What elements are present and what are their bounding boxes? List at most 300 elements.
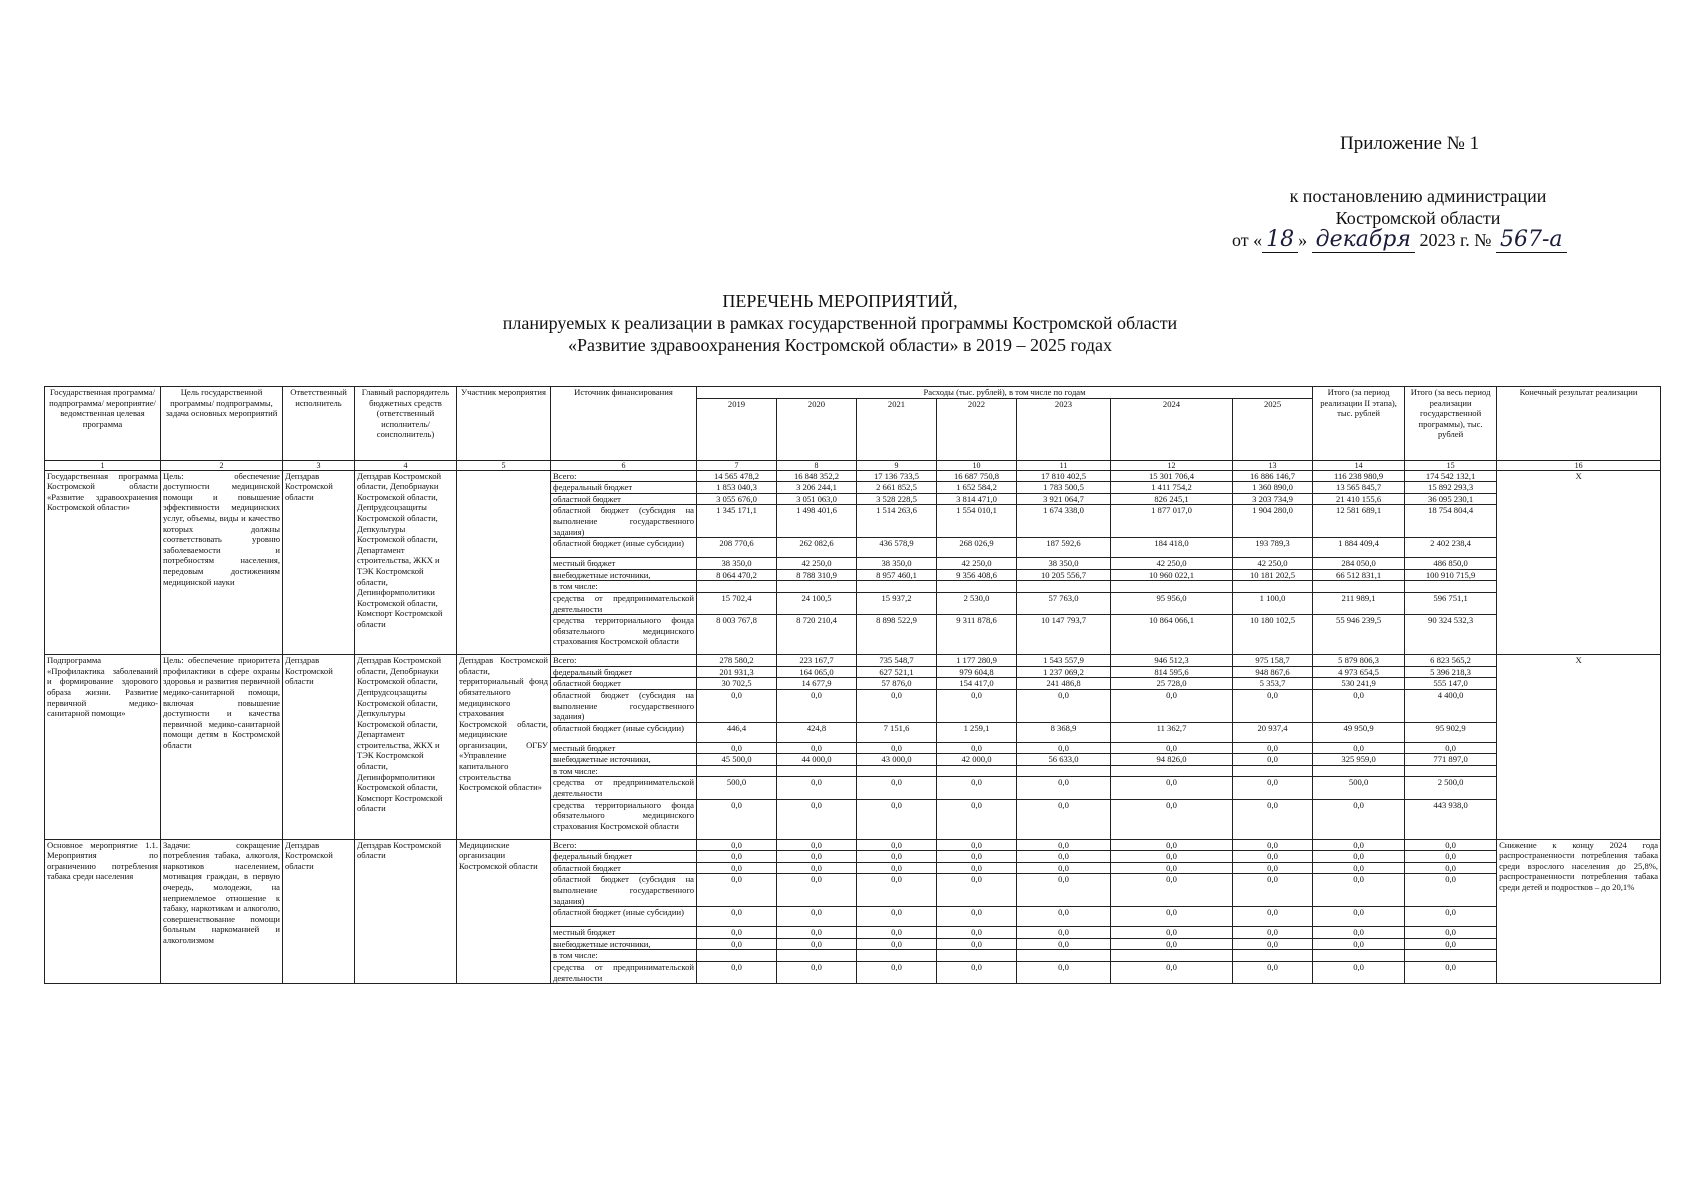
value-cell: 0,0 <box>1405 907 1497 927</box>
value-cell: 66 512 831,1 <box>1313 569 1405 581</box>
value-cell: 0,0 <box>857 962 937 984</box>
value-cell: 0,0 <box>777 927 857 939</box>
funding-source-cell: областной бюджет (субсидия на выполнение государственного задания) <box>551 874 697 907</box>
value-cell: 0,0 <box>777 777 857 799</box>
header-expenses: Расходы (тыс. рублей), в том числе по годам <box>697 387 1313 399</box>
value-cell: 0,0 <box>1405 851 1497 863</box>
handwritten-number: 567-а <box>1496 227 1567 253</box>
value-cell: 10 147 793,7 <box>1017 615 1111 655</box>
value-cell: 42 250,0 <box>1233 558 1313 570</box>
value-cell: 2 500,0 <box>1405 777 1497 799</box>
value-cell <box>857 581 937 593</box>
funding-source-cell: местный бюджет <box>551 742 697 754</box>
value-cell: 0,0 <box>857 799 937 839</box>
funding-source-cell: в том числе: <box>551 765 697 777</box>
program-name-cell: Государственная программа Костромской области «Развитие здравоохранения Костромской области» <box>45 470 161 655</box>
value-cell: 0,0 <box>1017 689 1111 722</box>
value-cell <box>777 581 857 593</box>
value-cell: 0,0 <box>777 962 857 984</box>
value-cell: 596 751,1 <box>1405 592 1497 614</box>
value-cell: 0,0 <box>1233 907 1313 927</box>
decree-line-2: Костромской области <box>1335 208 1501 228</box>
value-cell: 95 902,9 <box>1405 722 1497 742</box>
value-cell: 17 136 733,5 <box>857 470 937 482</box>
value-cell: 0,0 <box>1111 799 1233 839</box>
value-cell: 10 180 102,5 <box>1233 615 1313 655</box>
value-cell: 14 677,9 <box>777 678 857 690</box>
title-line-1: ПЕРЕЧЕНЬ МЕРОПРИЯТИЙ, <box>722 291 958 311</box>
value-cell: 0,0 <box>857 851 937 863</box>
value-cell: 0,0 <box>857 839 937 851</box>
participant-cell: Депздрав Костромской области, территориальный фонд обязательного медицинского страхования Костромской области, медицинские организации, ОГБУ «Управление капитального строительства Костромской области» <box>457 655 551 840</box>
main-manager-cell: Депздрав Костромской области, Депобрнауки Костромской области, Депtрудсоцзащиты Костромской области, Депкультуры Костромской области, Департамент строительства, ЖКХ и ТЭК Костромской области, Депинформполитики Костромской области, Комспорт Костромской области <box>355 655 457 840</box>
value-cell: 90 324 532,3 <box>1405 615 1497 655</box>
value-cell: 11 362,7 <box>1111 722 1233 742</box>
title-line-3: «Развитие здравоохранения Костромской области» в 2019 – 2025 годах <box>567 335 1113 355</box>
program-name-cell: Основное мероприятие 1.1. Мероприятия по ограничению потребления табака среди населения <box>45 839 161 984</box>
value-cell: 0,0 <box>857 777 937 799</box>
value-cell: 8 788 310,9 <box>777 569 857 581</box>
value-cell <box>697 950 777 962</box>
funding-source-cell: Всего: <box>551 470 697 482</box>
value-cell <box>1233 581 1313 593</box>
funding-source-cell: средства от предпринимательской деятельности <box>551 592 697 614</box>
value-cell: 208 770,6 <box>697 538 777 558</box>
value-cell: 1 783 500,5 <box>1017 482 1111 494</box>
column-number: 5 <box>457 460 551 470</box>
funding-source-cell: федеральный бюджет <box>551 851 697 863</box>
column-number: 14 <box>1313 460 1405 470</box>
value-cell: 436 578,9 <box>857 538 937 558</box>
value-cell: 8 064 470,2 <box>697 569 777 581</box>
participant-cell: Медицинские организации Костромской области <box>457 839 551 984</box>
value-cell: 20 937,4 <box>1233 722 1313 742</box>
value-cell: 0,0 <box>1017 907 1111 927</box>
decree-date-line <box>1232 229 1588 251</box>
value-cell: 0,0 <box>1405 938 1497 950</box>
value-cell: 184 418,0 <box>1111 538 1233 558</box>
funding-source-cell: областной бюджет (субсидия на выполнение государственного задания) <box>551 505 697 538</box>
table-body <box>45 387 1661 984</box>
value-cell: 0,0 <box>697 874 777 907</box>
value-cell: 0,0 <box>857 874 937 907</box>
value-cell: 9 356 408,6 <box>937 569 1017 581</box>
value-cell: 0,0 <box>1111 874 1233 907</box>
result-cell: Снижение к концу 2024 года распространенности потребления табака среди взрослого населения до 25,8%, распространенности потребления табака среди детей и подростков – до 20,1% <box>1497 839 1661 984</box>
value-cell <box>1017 765 1111 777</box>
funding-source-cell: внебюджетные источники, <box>551 938 697 950</box>
value-cell: 0,0 <box>1233 938 1313 950</box>
value-cell: 193 789,3 <box>1233 538 1313 558</box>
value-cell: 0,0 <box>1313 799 1405 839</box>
value-cell: 8 003 767,8 <box>697 615 777 655</box>
value-cell: 814 595,6 <box>1111 666 1233 678</box>
value-cell: 500,0 <box>697 777 777 799</box>
value-cell <box>1405 581 1497 593</box>
value-cell: 42 250,0 <box>777 558 857 570</box>
value-cell: 0,0 <box>697 839 777 851</box>
value-cell: 0,0 <box>937 862 1017 874</box>
value-cell <box>1405 765 1497 777</box>
value-cell: 268 026,9 <box>937 538 1017 558</box>
value-cell: 0,0 <box>697 962 777 984</box>
value-cell: 0,0 <box>777 689 857 722</box>
value-cell: 42 250,0 <box>1111 558 1233 570</box>
value-cell: 1 498 401,6 <box>777 505 857 538</box>
value-cell: 8 368,9 <box>1017 722 1111 742</box>
value-cell <box>1017 950 1111 962</box>
value-cell: 446,4 <box>697 722 777 742</box>
column-number: 7 <box>697 460 777 470</box>
value-cell: 0,0 <box>1111 777 1233 799</box>
value-cell: 1 259,1 <box>937 722 1017 742</box>
value-cell: 15 892 293,3 <box>1405 482 1497 494</box>
value-cell: 1 674 338,0 <box>1017 505 1111 538</box>
value-cell: 0,0 <box>1233 851 1313 863</box>
funding-source-cell: областной бюджет (иные субсидии) <box>551 907 697 927</box>
value-cell: 1 177 280,9 <box>937 655 1017 667</box>
column-number: 16 <box>1497 460 1661 470</box>
value-cell: 0,0 <box>937 874 1017 907</box>
value-cell: 1 360 890,0 <box>1233 482 1313 494</box>
column-number: 4 <box>355 460 457 470</box>
value-cell: 56 633,0 <box>1017 754 1111 766</box>
value-cell: 0,0 <box>1313 874 1405 907</box>
funding-source-cell: в том числе: <box>551 581 697 593</box>
value-cell: 0,0 <box>697 907 777 927</box>
value-cell: 0,0 <box>1233 839 1313 851</box>
value-cell: 0,0 <box>1111 689 1233 722</box>
value-cell <box>937 765 1017 777</box>
value-cell: 975 158,7 <box>1233 655 1313 667</box>
value-cell <box>1233 765 1313 777</box>
value-cell: 1 411 754,2 <box>1111 482 1233 494</box>
value-cell: 3 051 063,0 <box>777 493 857 505</box>
header-year: 2020 <box>777 398 857 460</box>
value-cell <box>697 765 777 777</box>
funding-source-cell: областной бюджет <box>551 678 697 690</box>
goal-cell: Цель: обеспечение приоритета профилактики в сфере охраны здоровья и развития первичной медико-санитарной помощи, включая повышение доступности и качества первичной медико-санитарной помощи детям в Костромской области <box>161 655 283 840</box>
funding-source-cell: областной бюджет <box>551 493 697 505</box>
value-cell <box>1111 581 1233 593</box>
value-cell: 424,8 <box>777 722 857 742</box>
value-cell: 0,0 <box>1313 851 1405 863</box>
value-cell: 0,0 <box>1313 862 1405 874</box>
value-cell: 12 581 689,1 <box>1313 505 1405 538</box>
handwritten-day: 18 <box>1262 227 1298 253</box>
value-cell: 0,0 <box>1233 862 1313 874</box>
value-cell: 0,0 <box>697 799 777 839</box>
value-cell: 10 960 022,1 <box>1111 569 1233 581</box>
value-cell: 15 937,2 <box>857 592 937 614</box>
header-year: 2021 <box>857 398 937 460</box>
funding-source-cell: федеральный бюджет <box>551 666 697 678</box>
value-cell: 17 810 402,5 <box>1017 470 1111 482</box>
value-cell <box>1111 950 1233 962</box>
value-cell: 0,0 <box>1111 851 1233 863</box>
funding-source-cell: областной бюджет (субсидия на выполнение государственного задания) <box>551 689 697 722</box>
value-cell: 0,0 <box>777 839 857 851</box>
value-cell: 49 950,9 <box>1313 722 1405 742</box>
value-cell: 25 728,0 <box>1111 678 1233 690</box>
value-cell: 3 206 244,1 <box>777 482 857 494</box>
table-row <box>45 839 1661 851</box>
value-cell: 15 301 706,4 <box>1111 470 1233 482</box>
value-cell <box>937 581 1017 593</box>
funding-source-cell: средства от предпринимательской деятельности <box>551 962 697 984</box>
header-participant: Участник мероприятия <box>457 387 551 461</box>
value-cell: 0,0 <box>1313 927 1405 939</box>
value-cell: 0,0 <box>1017 862 1111 874</box>
header-goal: Цель государственной программы/ подпрограммы, задача основных мероприятий <box>161 387 283 461</box>
value-cell: 0,0 <box>1017 742 1111 754</box>
responsible-cell: Депздрав Костромской области <box>283 655 355 840</box>
program-name-cell: Подпрограмма «Профилактика заболеваний и формирование здорового образа жизни. Развитие первичной медико-санитарной помощи» <box>45 655 161 840</box>
value-cell: 735 548,7 <box>857 655 937 667</box>
value-cell: 55 946 239,5 <box>1313 615 1405 655</box>
value-cell: 0,0 <box>1233 754 1313 766</box>
value-cell: 14 565 478,2 <box>697 470 777 482</box>
value-cell: 0,0 <box>1017 777 1111 799</box>
column-number: 11 <box>1017 460 1111 470</box>
header-source: Источник финансирования <box>551 387 697 461</box>
funding-source-cell: местный бюджет <box>551 558 697 570</box>
value-cell: 0,0 <box>697 862 777 874</box>
title-line-2: планируемых к реализации в рамках государственной программы Костромской области <box>502 313 1178 333</box>
value-cell: 223 167,7 <box>777 655 857 667</box>
value-cell <box>697 581 777 593</box>
value-cell: 0,0 <box>857 938 937 950</box>
value-cell: 0,0 <box>1405 839 1497 851</box>
value-cell: 1 514 263,6 <box>857 505 937 538</box>
value-cell: 0,0 <box>1017 938 1111 950</box>
value-cell: 0,0 <box>697 742 777 754</box>
value-cell: 0,0 <box>937 907 1017 927</box>
value-cell: 187 592,6 <box>1017 538 1111 558</box>
value-cell: 0,0 <box>857 927 937 939</box>
header-responsible: Ответственный исполнитель <box>283 387 355 461</box>
value-cell: 5 879 806,3 <box>1313 655 1405 667</box>
value-cell: 2 530,0 <box>937 592 1017 614</box>
main-manager-cell: Депздрав Костромской области <box>355 839 457 984</box>
value-cell <box>1313 950 1405 962</box>
column-number: 6 <box>551 460 697 470</box>
value-cell: 0,0 <box>937 938 1017 950</box>
decree-block <box>1232 185 1588 252</box>
value-cell <box>1313 765 1405 777</box>
value-cell: 0,0 <box>1111 927 1233 939</box>
value-cell: 116 238 980,9 <box>1313 470 1405 482</box>
funding-source-cell: средства от предпринимательской деятельности <box>551 777 697 799</box>
value-cell: 1 100,0 <box>1233 592 1313 614</box>
date-prefix: от « <box>1232 230 1263 250</box>
value-cell <box>1313 581 1405 593</box>
value-cell: 0,0 <box>857 862 937 874</box>
value-cell: 38 350,0 <box>697 558 777 570</box>
value-cell: 3 055 676,0 <box>697 493 777 505</box>
value-cell <box>1233 950 1313 962</box>
value-cell: 1 904 280,0 <box>1233 505 1313 538</box>
value-cell: 3 203 734,9 <box>1233 493 1313 505</box>
value-cell: 826 245,1 <box>1111 493 1233 505</box>
value-cell <box>1017 581 1111 593</box>
value-cell: 21 410 155,6 <box>1313 493 1405 505</box>
value-cell: 0,0 <box>1111 962 1233 984</box>
value-cell: 0,0 <box>1233 962 1313 984</box>
value-cell: 0,0 <box>1111 907 1233 927</box>
date-mid: » <box>1298 230 1308 250</box>
value-cell: 627 521,1 <box>857 666 937 678</box>
value-cell: 0,0 <box>1233 742 1313 754</box>
funding-source-cell: местный бюджет <box>551 927 697 939</box>
value-cell: 0,0 <box>777 851 857 863</box>
value-cell: 30 702,5 <box>697 678 777 690</box>
value-cell: 10 864 066,1 <box>1111 615 1233 655</box>
value-cell: 486 850,0 <box>1405 558 1497 570</box>
value-cell: 15 702,4 <box>697 592 777 614</box>
value-cell: 42 000,0 <box>937 754 1017 766</box>
value-cell: 3 814 471,0 <box>937 493 1017 505</box>
value-cell: 241 486,8 <box>1017 678 1111 690</box>
value-cell: 164 065,0 <box>777 666 857 678</box>
header-total-all: Итого (за весь период реализации государственной программы), тыс. рублей <box>1405 387 1497 461</box>
value-cell: 3 921 064,7 <box>1017 493 1111 505</box>
column-number: 2 <box>161 460 283 470</box>
value-cell: 0,0 <box>777 799 857 839</box>
value-cell: 0,0 <box>937 839 1017 851</box>
measures-table <box>44 386 1661 984</box>
value-cell: 325 959,0 <box>1313 754 1405 766</box>
value-cell: 2 661 852,5 <box>857 482 937 494</box>
value-cell: 0,0 <box>1313 839 1405 851</box>
value-cell: 174 542 132,1 <box>1405 470 1497 482</box>
value-cell: 10 181 202,5 <box>1233 569 1313 581</box>
value-cell: 0,0 <box>857 742 937 754</box>
value-cell: 95 956,0 <box>1111 592 1233 614</box>
value-cell: 0,0 <box>937 851 1017 863</box>
value-cell: 0,0 <box>1233 874 1313 907</box>
value-cell: 0,0 <box>777 862 857 874</box>
value-cell <box>1111 765 1233 777</box>
value-cell: 946 512,3 <box>1111 655 1233 667</box>
column-number: 8 <box>777 460 857 470</box>
value-cell: 10 205 556,7 <box>1017 569 1111 581</box>
value-cell: 16 886 146,7 <box>1233 470 1313 482</box>
header-main-manager: Главный распорядитель бюджетных средств (ответственный исполнитель/ соисполнитель) <box>355 387 457 461</box>
value-cell: 43 000,0 <box>857 754 937 766</box>
value-cell: 0,0 <box>937 799 1017 839</box>
value-cell: 38 350,0 <box>1017 558 1111 570</box>
value-cell: 44 000,0 <box>777 754 857 766</box>
value-cell: 284 050,0 <box>1313 558 1405 570</box>
value-cell: 13 565 845,7 <box>1313 482 1405 494</box>
value-cell: 42 250,0 <box>937 558 1017 570</box>
value-cell: 9 311 878,6 <box>937 615 1017 655</box>
value-cell: 555 147,0 <box>1405 678 1497 690</box>
funding-source-cell: областной бюджет (иные субсидии) <box>551 722 697 742</box>
value-cell: 1 554 010,1 <box>937 505 1017 538</box>
funding-source-cell: в том числе: <box>551 950 697 962</box>
value-cell: 38 350,0 <box>857 558 937 570</box>
header-row-1 <box>45 387 1661 399</box>
value-cell: 979 604,8 <box>937 666 1017 678</box>
header-program: Государственная программа/ подпрограмма/ мероприятие/ ведомственная целевая программа <box>45 387 161 461</box>
value-cell: 1 652 584,2 <box>937 482 1017 494</box>
value-cell: 530 241,9 <box>1313 678 1405 690</box>
header-year: 2019 <box>697 398 777 460</box>
column-number: 10 <box>937 460 1017 470</box>
value-cell: 0,0 <box>1313 742 1405 754</box>
value-cell: 5 353,7 <box>1233 678 1313 690</box>
funding-source-cell: Всего: <box>551 655 697 667</box>
value-cell: 154 417,0 <box>937 678 1017 690</box>
value-cell: 8 957 460,1 <box>857 569 937 581</box>
value-cell: 0,0 <box>937 927 1017 939</box>
value-cell: 771 897,0 <box>1405 754 1497 766</box>
value-cell <box>777 765 857 777</box>
value-cell: 8 720 210,4 <box>777 615 857 655</box>
funding-source-cell: средства территориального фонда обязательного медицинского страхования Костромской области <box>551 615 697 655</box>
value-cell: 0,0 <box>1017 839 1111 851</box>
value-cell: 0,0 <box>1405 927 1497 939</box>
column-number: 15 <box>1405 460 1497 470</box>
table-row <box>45 470 1661 482</box>
value-cell: 0,0 <box>697 927 777 939</box>
participant-cell <box>457 470 551 655</box>
funding-source-cell: внебюджетные источники, <box>551 569 697 581</box>
value-cell: 1 853 040,3 <box>697 482 777 494</box>
value-cell: 0,0 <box>1111 862 1233 874</box>
value-cell: 0,0 <box>1233 927 1313 939</box>
header-total-stage: Итого (за период реализации II этапа), тыс. рублей <box>1313 387 1405 461</box>
value-cell: 6 823 565,2 <box>1405 655 1497 667</box>
value-cell: 0,0 <box>777 874 857 907</box>
header-year: 2022 <box>937 398 1017 460</box>
value-cell: 0,0 <box>1405 874 1497 907</box>
value-cell: 0,0 <box>697 851 777 863</box>
value-cell: 1 237 069,2 <box>1017 666 1111 678</box>
value-cell: 2 402 238,4 <box>1405 538 1497 558</box>
value-cell: 45 500,0 <box>697 754 777 766</box>
value-cell: 0,0 <box>937 742 1017 754</box>
value-cell: 0,0 <box>1405 962 1497 984</box>
column-number: 12 <box>1111 460 1233 470</box>
value-cell: 0,0 <box>1017 927 1111 939</box>
header-year: 2024 <box>1111 398 1233 460</box>
value-cell: 4 400,0 <box>1405 689 1497 722</box>
value-cell: 0,0 <box>777 742 857 754</box>
value-cell: 0,0 <box>1017 799 1111 839</box>
decree-line-1: к постановлению администрации <box>1289 186 1547 206</box>
value-cell: 3 528 228,5 <box>857 493 937 505</box>
value-cell: 0,0 <box>1313 907 1405 927</box>
value-cell: 278 580,2 <box>697 655 777 667</box>
value-cell <box>777 950 857 962</box>
goal-cell: Цель: обеспечение доступности медицинской помощи и повышение эффективности медицинских услуг, объемы, виды и качество которых должны соответствовать уровню заболеваемости и потребностям населения, передовым достижениям медицинской науки <box>161 470 283 655</box>
funding-source-cell: областной бюджет <box>551 862 697 874</box>
value-cell: 1 543 557,9 <box>1017 655 1111 667</box>
value-cell: 0,0 <box>1233 799 1313 839</box>
result-cell: X <box>1497 655 1661 840</box>
table-row <box>45 655 1661 667</box>
value-cell: 0,0 <box>1233 689 1313 722</box>
value-cell: 24 100,5 <box>777 592 857 614</box>
column-numbers-row <box>45 460 1661 470</box>
value-cell: 0,0 <box>1017 851 1111 863</box>
value-cell: 262 082,6 <box>777 538 857 558</box>
value-cell: 0,0 <box>937 962 1017 984</box>
value-cell <box>937 950 1017 962</box>
